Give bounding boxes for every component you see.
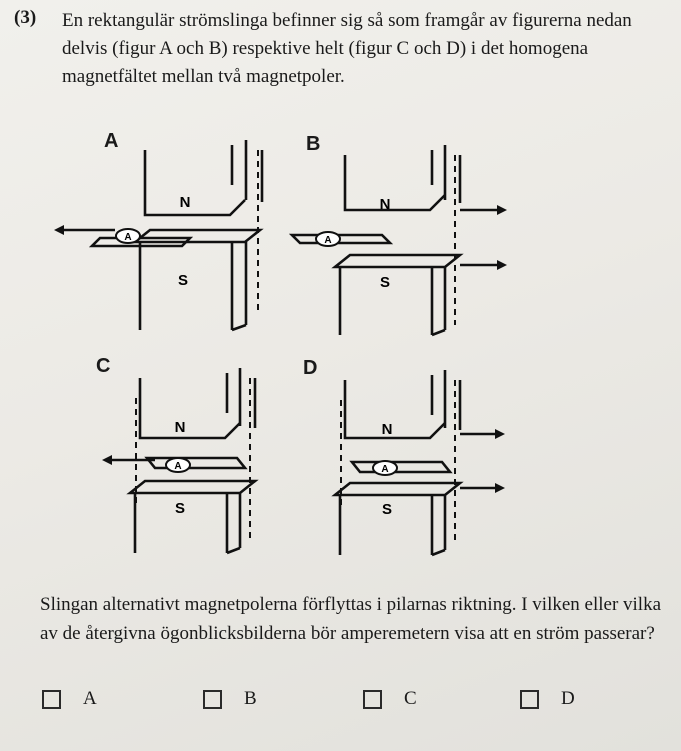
answer-options [0,688,681,718]
north-pole-label: N [179,194,191,211]
option-d-checkbox[interactable] [520,690,539,709]
figure-b [285,145,515,340]
south-pole-label: S [177,272,189,289]
figure-c-label: C [96,355,111,377]
option-b-label: B [244,688,257,709]
ammeter-icon: A [381,464,389,475]
figure-b-label: B [306,133,321,155]
figure-a-label: A [104,130,119,152]
option-a-label: A [83,688,97,709]
south-pole-label: S [174,500,186,517]
ammeter-icon: A [124,232,132,243]
south-pole-label: S [379,274,391,291]
north-pole-label: N [379,196,391,213]
north-pole-label: N [381,421,393,438]
south-pole-label: S [381,501,393,518]
option-d-label: D [561,688,575,709]
option-a[interactable] [42,688,97,710]
figure-d-label: D [303,357,318,379]
option-a-checkbox[interactable] [42,690,61,709]
figure-a [50,140,280,335]
option-d[interactable] [520,688,575,710]
question-text: Slingan alternativt magnetpolerna förflyttas i pilarnas riktning. I vilken eller vilka av de återgivna ögonblicksbilderna bör amperemetern visa att en ström passerar? [40,594,662,644]
intro-text: En rektangulär strömslinga befinner sig så som framgår av figurerna nedan delvis (figur A och B) respektive helt (figur C och D) i det homogena magnetfältet mellan två magnetpoler. [62,10,632,87]
ammeter-icon: A [324,235,332,246]
figure-c [100,368,280,558]
ammeter-icon: A [174,461,182,472]
question-number: (3) [14,7,37,28]
option-c[interactable] [363,688,417,710]
option-c-checkbox[interactable] [363,690,382,709]
north-pole-label: N [174,419,186,436]
figure-d [305,370,525,560]
option-b-checkbox[interactable] [203,690,222,709]
option-c-label: C [404,688,417,709]
option-b[interactable] [203,688,257,710]
